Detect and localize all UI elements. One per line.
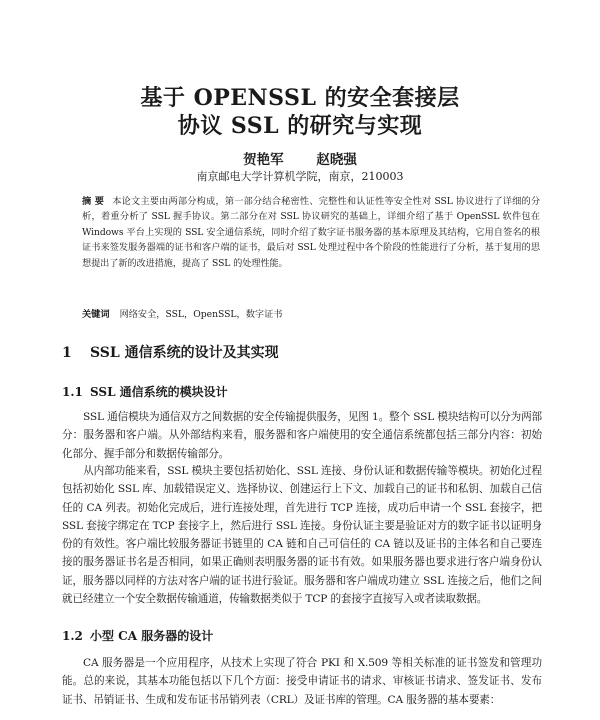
- keywords-label: 关键词: [82, 309, 110, 320]
- author-name: 赵晓强: [316, 152, 357, 168]
- author-name: 贺艳军: [243, 152, 284, 168]
- paragraph-text: 从内部功能来看，SSL 模块主要包括初始化、SSL 连接、身份认证和数据传输等模块。初始化过程包括初始化 SSL 库、加载错误定义、选择协议、创建运行上下文、加载自己的证书和私钥、加载自己信任的 CA 列表。初始化完成后，进行连接处理，首先进行 TCP 连接，成功后申请一个 SSL 套接字，把 SSL 套接字绑定在 TCP 套接字上，然后进行 SSL 连接。身份认证主要是验证对方的数字证书以证明身份的有效性。客户端比较服务器证书链里的 CA 链和自己可信任的 CA 链以及证书的主体名和自己要连接的服务器证书名是否相同，如果正确则表明服务器的证书有效。如果服务器也要求进行客户端身份认证，服务器以同样的方法对客户端的证书进行验证。服务器和客户端成功建立 SSL 连接之后，他们之间就已经建立一个安全数据传输通道，传输数据类似于 TCP 的套接字直接写入或者读取数据。: [62, 465, 542, 606]
- abstract-text: 本论文主要由两部分构成，第一部分结合秘密性、完整性和认证性等安全性对 SSL 协议进行了详细的分析，着重分析了 SSL 握手协议。第二部分在对 SSL 协议研究的基础上，详细介绍了基于 OpenSSL 软件包在 Windows 平台上实现的 SSL 安全通信系统，同时介绍了数字证书服务器的基本原理及其结构，它用自签名的根证书来签发服务器端的证书和客户端的证书，最后对 SSL 处理过程中各个阶段的性能进行了分析，基于复用的思想提出了新的改进措施，提高了 SSL 的处理性能。: [82, 196, 540, 269]
- subsection-heading: [62, 383, 228, 400]
- author-list: [0, 148, 600, 168]
- subsection-title: 小型 CA 服务器的设计: [90, 629, 214, 643]
- keywords-text: 网络安全，SSL，OpenSSL，数字证书: [119, 309, 283, 320]
- body-paragraph: [62, 408, 542, 463]
- subsection-number: 1.1: [62, 385, 83, 399]
- paragraph-text: SSL 通信模块为通信双方之间数据的安全传输提供服务，见图 1。整个 SSL 模块结构可以分为两部分：服务器和客户端。从外部结构来看，服务器和客户端使用的安全通信系统都包括三部分内容：初始化部分、握手部分和数据传输部分。: [62, 411, 542, 460]
- paragraph-text: CA 服务器是一个应用程序，从技术上实现了符合 PKI 和 X.509 等相关标准的证书签发和管理功能。总的来说，其基本功能包括以下几个方面：接受申请证书的请求、审核证书请求、签发证书、发布证书、吊销证书、生成和发布证书吊销列表（CRL）及证书库的管理。CA 服务器的基本要素：: [62, 657, 542, 706]
- keywords: [82, 306, 540, 320]
- subsection-heading: [62, 627, 213, 644]
- affiliation: 南京邮电大学计算机学院，南京，210003: [196, 170, 404, 183]
- section-number: 1: [62, 345, 72, 361]
- abstract-label: 摘 要: [82, 196, 105, 207]
- body-paragraph: [62, 654, 542, 709]
- paper-title-line-2: 协议 SSL 的研究与实现: [177, 113, 423, 139]
- body-paragraph: [62, 462, 542, 608]
- section-heading: [62, 342, 279, 362]
- paper-title-line-1: 基于 OPENSSL 的安全套接层: [140, 85, 460, 111]
- subsection-number: 1.2: [62, 629, 83, 643]
- subsection-title: SSL 通信系统的模块设计: [90, 385, 228, 399]
- section-title: SSL 通信系统的设计及其实现: [90, 345, 279, 361]
- abstract: [82, 194, 540, 271]
